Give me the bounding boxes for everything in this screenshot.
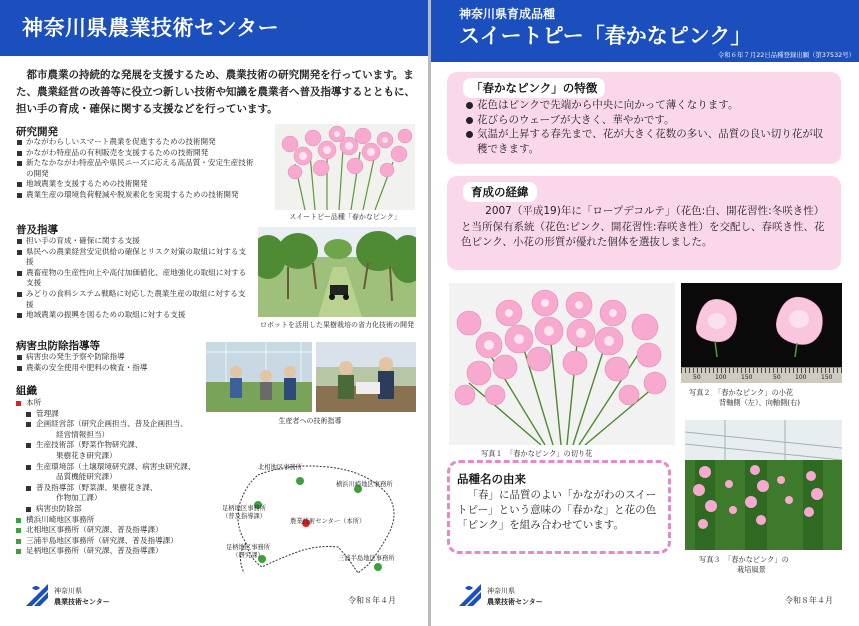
left-header: [0, 0, 428, 56]
features-title: 「春かなピンク」の特徴: [463, 78, 605, 98]
feature-item: 花色はピンクで先端から中央に向かって薄くなります。: [465, 98, 833, 113]
list-item: かながわ特産品の有利販売を支援するための技術開発: [16, 148, 260, 159]
org-item-label: 果樹花き研究課）: [56, 450, 117, 460]
map-label-miura: 三浦半島地区事務所: [338, 555, 395, 562]
list-item: 地域農業を支援するための技術開発: [16, 179, 260, 190]
research-title: 研究開発: [16, 126, 58, 138]
org-item: [16, 515, 226, 526]
org-bullet: [46, 475, 51, 480]
ruler-label: 100: [795, 374, 807, 381]
floret-photo: [681, 283, 842, 383]
feature-item: 花びらのウェーブが大きく、華やかです。: [465, 113, 833, 128]
right-header: [431, 0, 859, 62]
org-title: 組織: [16, 385, 37, 397]
list-item: 病害虫の発生予察や防除指導: [16, 352, 216, 363]
org-item: [16, 430, 226, 441]
org-item: [16, 409, 226, 420]
features-box: [447, 72, 841, 164]
org-bullet: [26, 422, 31, 427]
sweetpea-photo-caption: スイートピー品種「春かなピンク」: [289, 213, 401, 221]
org-item: [16, 483, 226, 494]
map-label-ashigara1-line1: 足柄地区事務所: [222, 505, 267, 512]
ruler-label: 150: [821, 374, 833, 381]
org-item: [16, 536, 226, 547]
org-bullet: [16, 518, 21, 523]
list-item: 担い手の育成・確保に関する支援: [16, 236, 248, 247]
org-item-label: 横浜川崎地区事務所: [26, 514, 95, 524]
center-logo-mark-right: [457, 582, 483, 608]
org-item-label: 北相地区事務所（研究課、普及指導課）: [26, 525, 163, 535]
features-list: [465, 98, 833, 156]
org-bullet: [46, 454, 51, 459]
org-item-label: 病害虫防除部: [36, 503, 82, 513]
origin-title: 品種名の由来: [457, 472, 526, 486]
org-item-label: 普及指導部（野菜課、果樹花き課、: [36, 482, 158, 492]
map-label-ashigara1: [222, 505, 266, 521]
org-bullet: [16, 539, 21, 544]
org-bullet: [16, 401, 21, 406]
map-label-ashigara1-line2: （普及指導課）: [222, 513, 267, 520]
org-list: [16, 398, 226, 557]
map-label-center: 農業技術センター（本所）: [290, 518, 366, 525]
floret-caption-line1: 写真２ 「春かなピンク」の小花: [689, 388, 794, 397]
map-marker-hokuso: [296, 477, 304, 485]
org-item-label: 経営情報担当）: [56, 429, 110, 439]
org-bullet: [16, 549, 21, 554]
org-item-label: 作物加工課）: [56, 493, 102, 503]
org-bullet: [26, 443, 31, 448]
org-item-label: 本所: [26, 398, 42, 407]
org-item-label: 足柄地区事務所（研究課、普及指導課）: [26, 546, 163, 556]
map-label-ashigara2-line1: 足柄地区事務所: [226, 544, 271, 551]
org-item-label: 管理課: [36, 408, 59, 418]
logo-line1: 神奈川県: [54, 587, 82, 595]
org-item: [16, 462, 226, 473]
org-item: [16, 493, 226, 504]
floret-caption-line2: 背軸側（左）、向軸側(右): [719, 397, 801, 407]
org-item: [16, 398, 226, 409]
cut-flower-caption: 写真１ 「春かなピンク」の切り花: [481, 449, 593, 458]
orchard-robot-caption: ロボットを活用した果樹栽培の省力化技術の開発: [260, 321, 414, 329]
greenhouse-photo: [685, 420, 842, 550]
research-list: [16, 137, 260, 201]
history-text: 2007（平成19)年に「ロープデコルテ」（花色:白、開花習性:冬咲き性）と当所保有系統（花色:ピンク、開花習性:春咲き性）を交配し、春咲き性、花色ピンク、小花の形質が優れた個体を選抜しました。: [461, 205, 825, 248]
org-item: [16, 419, 226, 430]
map-marker-miura: [374, 563, 382, 571]
greenhouse-caption-line1: 写真３ 「春かなピンク」の: [699, 555, 789, 564]
right-date: 令和８年４月: [785, 596, 833, 605]
list-item: 新たなかながわ特産品や県民ニーズに応える高品質・安定生産技術の開発: [16, 158, 260, 179]
org-item: [16, 440, 226, 451]
ruler-label: 100: [715, 374, 727, 381]
center-logo: [24, 582, 134, 612]
logo-line2: 農業技術センター: [54, 598, 110, 606]
org-bullet: [46, 496, 51, 501]
org-item: [16, 546, 226, 557]
left-header-title: 神奈川県農業技術センター: [22, 16, 280, 40]
org-item: [16, 504, 226, 515]
list-item: みどりの食料システム戦略に対応した農業生産の取組に対する支援: [16, 289, 248, 310]
map-label-ashigara2: [226, 544, 270, 560]
extension-title: 普及指導: [16, 224, 58, 236]
left-date: 令和８年４月: [348, 596, 396, 605]
org-item-label: 品質機能研究課）: [56, 472, 117, 482]
pest-title: 病害虫防除指導等: [16, 340, 100, 352]
map-label-hokuso: 北相地区事務所: [258, 464, 303, 471]
registration-note: 令和６年７月22日品種登録出願（第37532号）: [717, 51, 855, 59]
right-header-subtitle: 神奈川県育成品種: [459, 7, 556, 21]
org-bullet: [26, 465, 31, 470]
floret-caption: [689, 388, 849, 407]
left-page: [0, 0, 428, 626]
logo-line1-right: 神奈川県: [487, 587, 515, 595]
org-item-label: 三浦半島地区事務所（研究課、普及指導課）: [26, 535, 178, 545]
map-label-yokohama: 横浜川崎地区事務所: [336, 481, 393, 488]
center-logo-mark: [24, 582, 50, 608]
list-item: 県民への農業経営安定供給の確保とリスク対策の取組に対する支援: [16, 247, 248, 268]
org-item: [16, 472, 226, 483]
list-item: 地域農業の振興を図るための取組に対する支援: [16, 310, 248, 321]
org-item-label: 生産技術部（野菜作物研究課、: [36, 440, 143, 450]
history-box: [447, 176, 841, 270]
org-item: [16, 525, 226, 536]
right-header-title: スイートピー「春かなピンク」: [459, 24, 752, 48]
org-bullet: [26, 486, 31, 491]
ruler-label: 50: [693, 374, 701, 381]
org-item: [16, 451, 226, 462]
org-bullet: [26, 507, 31, 512]
greenhouse-caption: [699, 555, 849, 574]
pest-list: [16, 352, 216, 373]
ruler-label: 150: [741, 374, 753, 381]
org-bullet: [16, 528, 21, 533]
origin-text: 「春」に品質のよい「かながわのスイートピー」という意味の「春かな」と花の色「ピンク」を組み合わせています。: [457, 489, 657, 531]
org-item-label: 企画経営部（研究企画担当、普及企画担当、: [36, 419, 188, 429]
cut-flower-photo: [449, 283, 675, 445]
map-label-ashigara2-line2: （研究課）: [232, 552, 264, 559]
org-bullet: [26, 412, 31, 417]
org-item-label: 生産環境部（土壌環境研究課、病害虫研究課、: [36, 461, 196, 471]
logo-line2-right: 農業技術センター: [487, 598, 543, 606]
right-page: [431, 0, 859, 626]
orchard-robot-photo: [258, 227, 416, 317]
sweetpea-photo: [275, 124, 415, 210]
org-bullet: [46, 433, 51, 438]
list-item: 農業生産の環境負荷軽減や脱炭素化を実現するための技術開発: [16, 190, 260, 201]
greenhouse-caption-line2: 栽培風景: [737, 564, 766, 574]
history-title: 育成の経緯: [463, 182, 537, 202]
center-logo-right: [457, 582, 567, 612]
feature-item: 気温が上昇する春先まで、花が大きく花数の多い、品質の良い切り花が収穫できます。: [465, 127, 833, 156]
list-item: 農薬の安全使用や肥料の検査・指導: [16, 363, 216, 374]
ruler: [681, 367, 842, 383]
intro-text: 都市農業の持続的な発展を支援するため、農業技術の研究開発を行っています。また、農業経営の改善等に役立つ新しい技術や知識を農業者へ普及指導するとともに、担い手の育成・確保に関する支援などを行っています。: [16, 69, 415, 115]
guidance-photo-right: [316, 342, 416, 412]
extension-list: [16, 236, 248, 321]
list-item: 農畜産物の生産性向上や高付加価値化、産地強化の取組に対する支援: [16, 268, 248, 289]
guidance-caption: 生産者への技術指導: [278, 417, 342, 425]
ruler-label: 50: [773, 374, 781, 381]
list-item: かながわらしいスマート農業を促進するための技術開発: [16, 137, 260, 148]
